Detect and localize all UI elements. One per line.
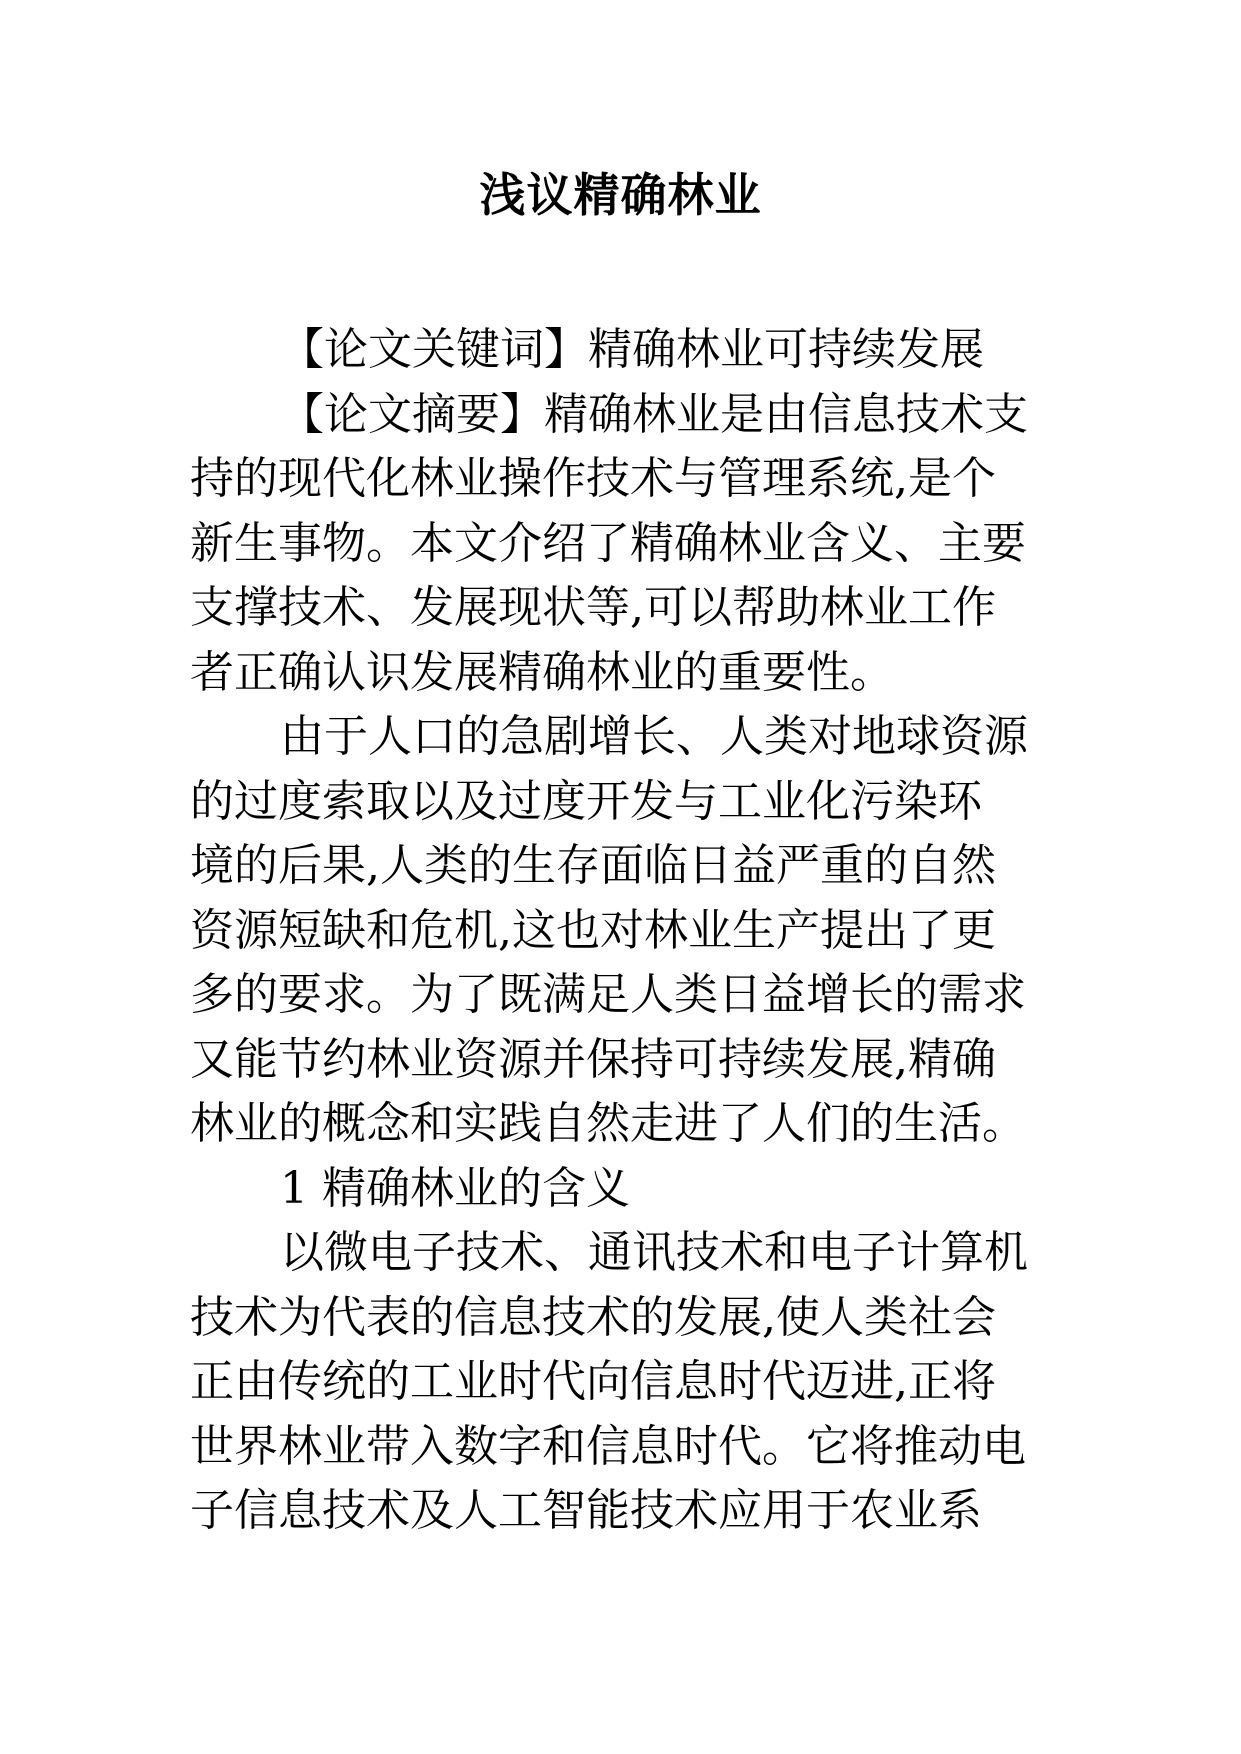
text-line: 子信息技术及人工智能技术应用于农业系 xyxy=(190,1485,982,1536)
text-line: 者正确认识发展精确林业的重要性。 xyxy=(190,646,894,698)
document-title: 浅议精确林业 xyxy=(479,168,762,222)
text-line: 技术为代表的信息技术的发展,使人类社会 xyxy=(190,1291,996,1343)
document-body xyxy=(190,318,1090,1544)
keywords-line: 【论文关键词】精确林业可持续发展 xyxy=(280,324,984,375)
text-line: 支撑技术、发展现状等,可以帮助林业工作 xyxy=(190,582,996,633)
section-heading: 1 精确林业的含义 xyxy=(280,1162,630,1214)
text-line: 持的现代化林业操作技术与管理系统,是个 xyxy=(190,453,996,504)
text-line: 世界林业带入数字和信息时代。它将推动电 xyxy=(190,1420,1026,1472)
text-line: 的过度索取以及过度开发与工业化污染环 xyxy=(190,775,982,827)
text-line: 资源短缺和危机,这也对林业生产提出了更 xyxy=(190,904,996,956)
text-line: 又能节约林业资源并保持可持续发展,精确 xyxy=(190,1033,996,1085)
text-line: 正由传统的工业时代向信息时代迈进,正将 xyxy=(190,1356,996,1407)
text-line: 新生事物。本文介绍了精确林业含义、主要 xyxy=(190,517,1026,569)
text-line: 多的要求。为了既满足人类日益增长的需求 xyxy=(190,969,1026,1020)
text-line: 林业的概念和实践自然走进了人们的生活。 xyxy=(190,1098,1026,1149)
paragraph-start-line: 由于人口的急剧增长、人类对地球资源 xyxy=(280,711,1028,762)
abstract-line: 【论文摘要】精确林业是由信息技术支 xyxy=(280,388,1028,440)
text-line: 境的后果,人类的生存面临日益严重的自然 xyxy=(190,840,996,891)
paragraph-start-line: 以微电子技术、通讯技术和电子计算机 xyxy=(280,1227,1028,1278)
